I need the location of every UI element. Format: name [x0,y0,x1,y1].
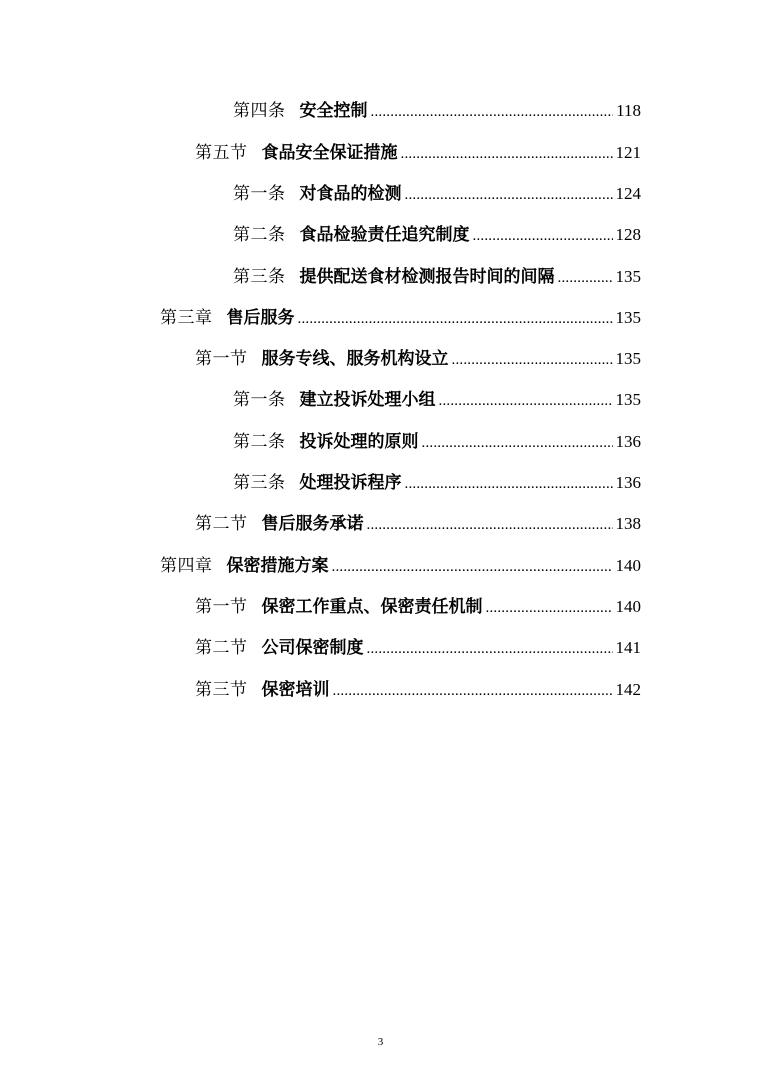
toc-entry-title: 食品安全保证措施 [261,143,398,163]
toc-entry[interactable] [233,262,641,292]
toc-entry-page: 141 [615,638,641,657]
toc-entry-page: 135 [615,390,641,409]
toc-entry-prefix: 第二条 [233,225,286,245]
toc-entry-title: 食品检验责任追究制度 [299,225,470,245]
toc-dot-leader [422,428,613,458]
toc-dot-leader [405,469,613,499]
toc-dot-leader [558,263,613,293]
toc-entry[interactable] [233,96,641,126]
toc-entry-title: 投诉处理的原则 [299,432,419,452]
toc-entry-title: 安全控制 [299,101,368,121]
toc-entry-prefix: 第二节 [195,638,248,658]
toc-entry-page: 138 [615,514,641,533]
toc-entry-page: 142 [615,680,641,699]
toc-entry[interactable] [195,344,641,374]
toc-entry[interactable] [195,138,641,168]
toc-entry-page: 124 [615,184,641,203]
toc-dot-leader [367,634,613,664]
toc-entry-title: 售后服务承诺 [261,514,364,534]
toc-entry-prefix: 第四章 [160,556,213,576]
toc-entry[interactable] [195,509,641,539]
toc-entry[interactable] [160,303,641,333]
toc-dot-leader [371,97,614,127]
toc-entry-prefix: 第四条 [233,101,286,121]
toc-entry-prefix: 第一节 [195,349,248,369]
toc-entry-page: 135 [615,308,641,327]
toc-dot-leader [367,510,613,540]
toc-entry-prefix: 第一条 [233,184,286,204]
toc-entry-prefix: 第三条 [233,267,286,287]
toc-entry-prefix: 第三章 [160,308,213,328]
toc-entry-title: 建立投诉处理小组 [299,390,436,410]
toc-entry-page: 140 [615,597,641,616]
toc-entry-prefix: 第三条 [233,473,286,493]
toc-entry-title: 保密工作重点、保密责任机制 [261,597,483,617]
toc-dot-leader [452,345,613,375]
toc-dot-leader [486,593,613,623]
toc-dot-leader [401,139,613,169]
toc-entry-page: 118 [616,101,641,120]
toc-entry-title: 公司保密制度 [261,638,364,658]
toc-entry-title: 提供配送食材检测报告时间的间隔 [299,267,555,287]
toc-entry-title: 服务专线、服务机构设立 [261,349,449,369]
toc-entry-title: 对食品的检测 [299,184,402,204]
toc-entry-page: 136 [615,432,641,451]
toc-dot-leader [333,676,613,706]
toc-entry-prefix: 第五节 [195,143,248,163]
toc-entry[interactable] [233,427,641,457]
page-number: 3 [377,1036,384,1048]
toc-entry-page: 136 [615,473,641,492]
toc-entry-page: 121 [615,143,641,162]
toc-entry-prefix: 第一条 [233,390,286,410]
toc-entry[interactable] [233,220,641,250]
toc-entry-prefix: 第二条 [233,432,286,452]
toc-entry[interactable] [233,385,641,415]
toc-entry-title: 处理投诉程序 [299,473,402,493]
toc-entry[interactable] [233,179,641,209]
toc-entry-prefix: 第一节 [195,597,248,617]
toc-entry-page: 135 [615,267,641,286]
toc-entry[interactable] [195,633,641,663]
toc-entry[interactable] [195,592,641,622]
toc-entry-prefix: 第二节 [195,514,248,534]
toc-entry-title: 售后服务 [226,308,295,328]
toc-entry-title: 保密措施方案 [226,556,329,576]
toc-entry[interactable] [160,551,641,581]
toc-entry[interactable] [195,675,641,705]
toc-entry[interactable] [233,468,641,498]
toc-entry-page: 128 [615,225,641,244]
toc-dot-leader [332,552,613,582]
toc-entry-title: 保密培训 [261,680,330,700]
toc-dot-leader [439,386,613,416]
toc-entry-prefix: 第三节 [195,680,248,700]
toc-dot-leader [298,304,613,334]
toc-entry-page: 135 [615,349,641,368]
toc-dot-leader [405,180,613,210]
toc-entry-page: 140 [615,556,641,575]
toc-dot-leader [473,221,613,251]
